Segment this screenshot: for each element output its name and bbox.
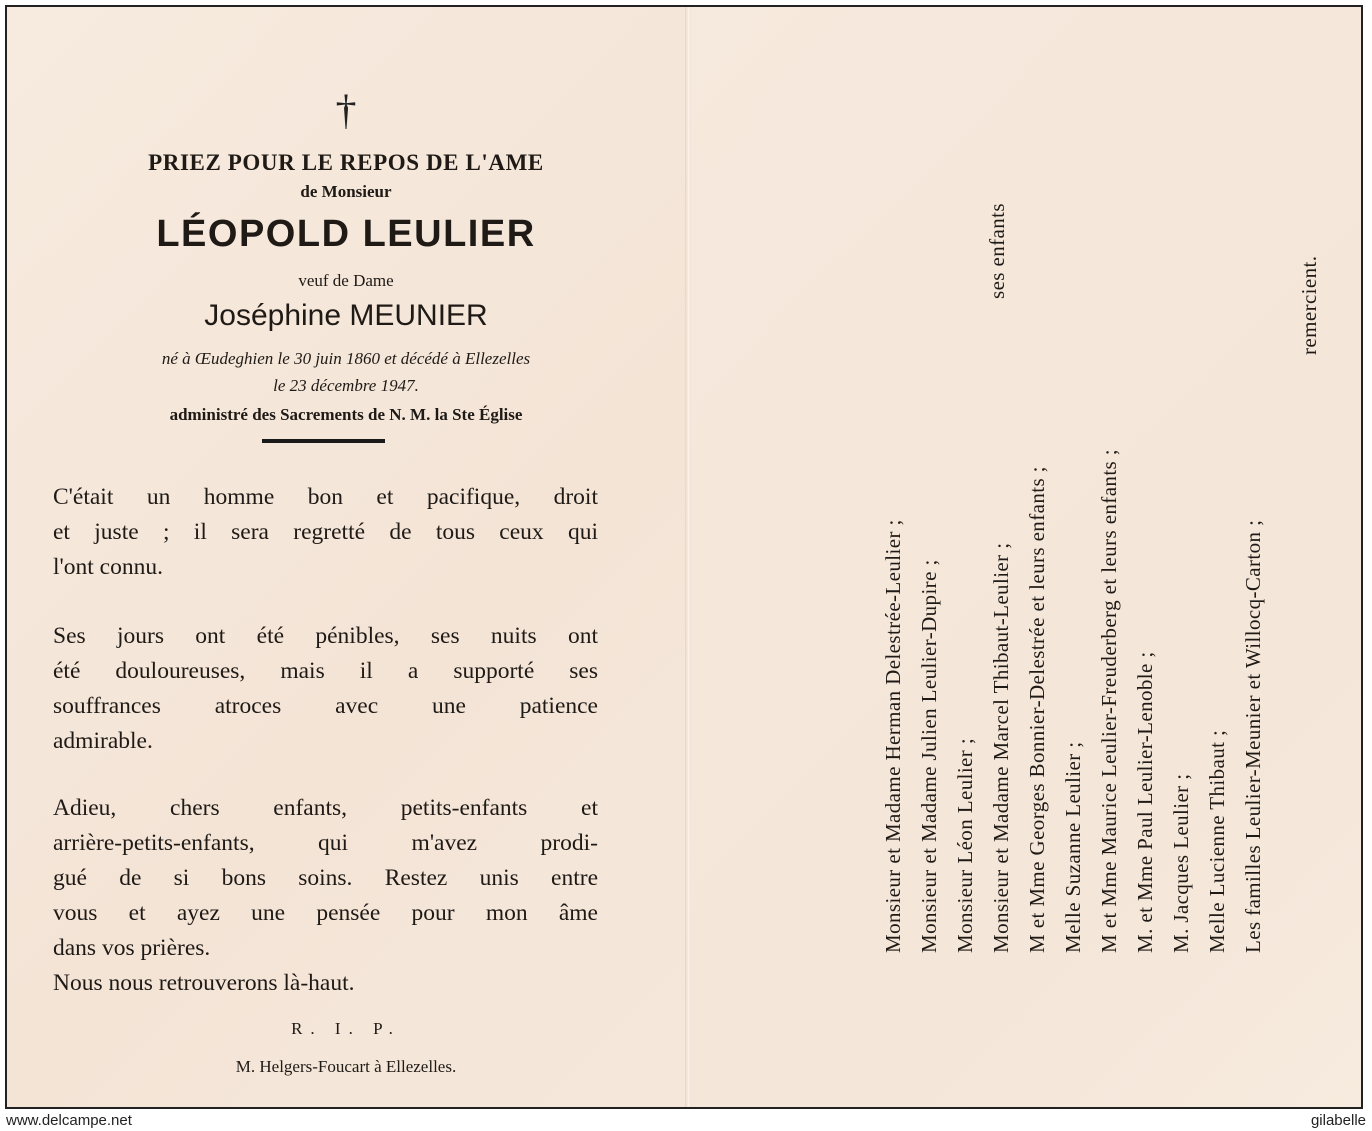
family-line: Monsieur Léon Leulier ; xyxy=(953,737,977,953)
paragraph-line: admirable. xyxy=(53,728,153,754)
family-line: Melle Suzanne Leulier ; xyxy=(1061,741,1085,953)
paragraph-line: et juste ; il sera regretté de tous ceux qui xyxy=(53,519,598,545)
paragraph-line: souffrances atroces avec une patience xyxy=(53,693,598,719)
family-line: M et Mme Maurice Leulier-Freuderberg et leurs enfants ; xyxy=(1097,448,1121,953)
family-line: M. et Mme Paul Leulier-Lenoble ; xyxy=(1133,651,1157,953)
divider-rule xyxy=(262,439,385,443)
sacraments-line: administré des Sacrements de N. M. la Ste Église xyxy=(169,405,523,424)
paragraph-line: C'était un homme bon et pacifique, droit xyxy=(53,484,598,510)
paragraph-line: Nous nous retrouverons là-haut. xyxy=(53,970,355,996)
family-line: M. Jacques Leulier ; xyxy=(1169,773,1193,953)
paragraph-line: été douloureuses, mais il a supporté ses xyxy=(53,658,598,684)
deceased-name: LÉOPOLD LEULIER xyxy=(156,213,536,255)
paragraph-line: dans vos prières. xyxy=(53,935,211,961)
heading: PRIEZ POUR LE REPOS DE L'AME xyxy=(148,150,544,175)
watermark-right: gilabelle xyxy=(1310,1112,1366,1129)
birth-death-line-1: né à Œudeghien le 30 juin 1860 et décédé à Ellezelles xyxy=(161,349,531,368)
de-monsieur: de Monsieur xyxy=(300,182,392,201)
right-panel xyxy=(691,7,1361,1107)
spouse-name: Joséphine MEUNIER xyxy=(204,299,488,332)
paragraph-line: Adieu, chers enfants, petits-enfants et xyxy=(53,795,598,821)
widower-line: veuf de Dame xyxy=(298,271,394,290)
paragraph-line: vous et ayez une pensée pour mon âme xyxy=(53,900,598,926)
paragraph-line: Ses jours ont été pénibles, ses nuits ont xyxy=(53,623,598,649)
family-line: Melle Lucienne Thibaut ; xyxy=(1205,729,1229,953)
ses-enfants-label: ses enfants xyxy=(985,203,1009,299)
left-panel xyxy=(7,7,685,1107)
birth-death-line-2: le 23 décembre 1947. xyxy=(273,376,419,395)
family-line: Monsieur et Madame Marcel Thibaut-Leulier ; xyxy=(989,542,1013,953)
printer-credit: M. Helgers-Foucart à Ellezelles. xyxy=(235,1057,457,1076)
family-line: Monsieur et Madame Julien Leulier-Dupire ; xyxy=(917,559,941,953)
memorial-card xyxy=(5,5,1363,1109)
watermark-left: www.delcampe.net xyxy=(6,1112,132,1129)
paragraph-line: arrière-petits-enfants, qui m'avez prodi- xyxy=(53,830,598,856)
paragraph-2 xyxy=(53,619,598,759)
paragraph-line: gué de si bons soins. Restez unis entre xyxy=(53,865,598,891)
family-line: M et Mme Georges Bonnier-Delestrée et leurs enfants ; xyxy=(1025,466,1049,953)
cross-icon: † xyxy=(335,88,357,134)
rip-line: R. I. P. xyxy=(291,1019,401,1038)
paragraph-line: l'ont connu. xyxy=(53,554,163,580)
family-line: Les familles Leulier-Meunier et Willocq-Carton ; xyxy=(1241,519,1265,953)
paragraph-1 xyxy=(53,480,598,585)
remercient-label: remercient. xyxy=(1297,255,1321,355)
paragraph-3 xyxy=(53,791,598,1001)
family-line: Monsieur et Madame Herman Delestrée-Leulier ; xyxy=(881,519,905,953)
